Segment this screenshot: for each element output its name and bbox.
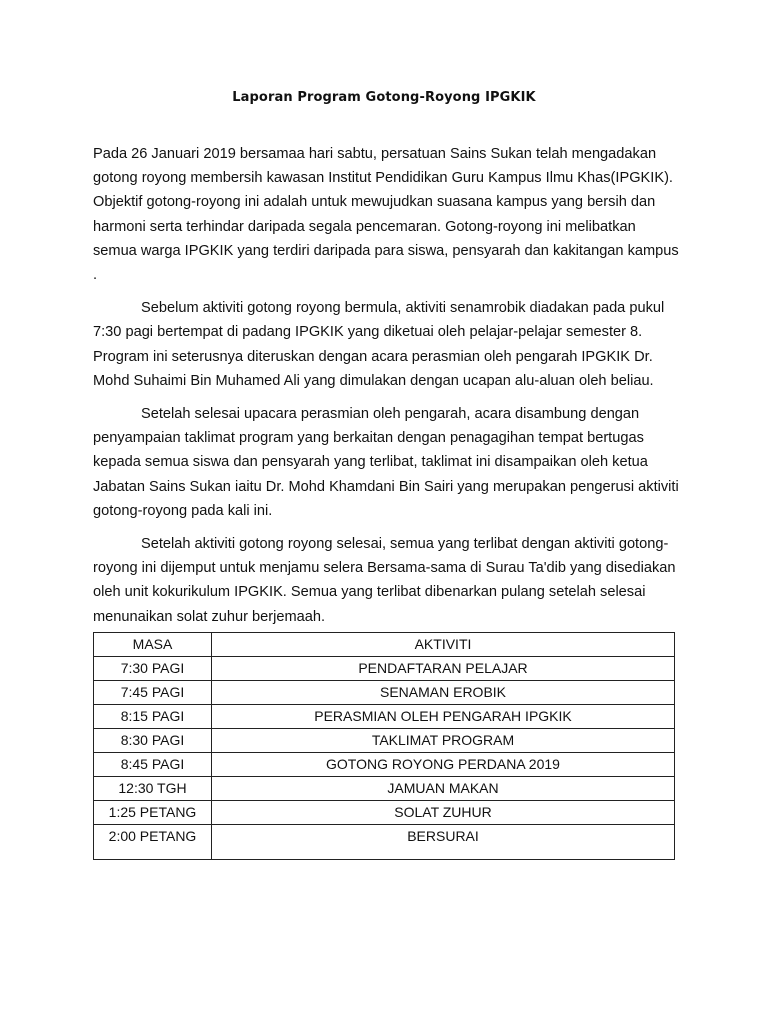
cell-activity: SOLAT ZUHUR — [212, 801, 675, 825]
cell-time: 1:25 PETANG — [94, 801, 212, 825]
schedule-table — [93, 632, 675, 860]
cell-activity: GOTONG ROYONG PERDANA 2019 — [212, 753, 675, 777]
cell-time: 7:45 PAGI — [94, 681, 212, 705]
header-aktiviti: AKTIVITI — [212, 633, 675, 657]
paragraph-briefing: Setelah selesai upacara perasmian oleh pengarah, acara disambung dengan penyampaian taklimat program yang berkaitan dengan penagagihan tempat bertugas kepada semua siswa dan pensyarah yang terlibat, taklimat ini disampaikan oleh ketua Jabatan Sains Sukan iaitu Dr. Mohd Khamdani Bin Sairi yang merupakan pengerusi aktiviti gotong-royong pada kali ini. — [93, 406, 679, 519]
cell-time: 8:30 PAGI — [94, 729, 212, 753]
document-title: Laporan Program Gotong-Royong IPGKIK — [232, 90, 536, 105]
paragraph-closing: Setelah aktiviti gotong royong selesai, semua yang terlibat dengan aktiviti gotong-royong ini dijemput untuk menjamu selera Bersama-sama di Surau Ta'dib yang disediakan oleh unit kokurikulum IPGKIK. Semua yang terlibat dibenarkan pulang setelah selesai menunaikan solat zuhur berjemaah. — [93, 536, 676, 625]
cell-time: 8:15 PAGI — [94, 705, 212, 729]
table-row — [94, 729, 675, 753]
table-row — [94, 705, 675, 729]
cell-activity: PENDAFTARAN PELAJAR — [212, 657, 675, 681]
cell-activity: BERSURAI — [212, 825, 675, 860]
cell-activity: TAKLIMAT PROGRAM — [212, 729, 675, 753]
header-masa: MASA — [94, 633, 212, 657]
paragraph-intro: Pada 26 Januari 2019 bersamaa hari sabtu, persatuan Sains Sukan telah mengadakan gotong royong membersih kawasan Institut Pendidikan Guru Kampus Ilmu Khas(IPGKIK). Objektif gotong-royong ini adalah untuk mewujudkan suasana kampus yang bersih dan harmoni serta terhindar daripada segala pencemaran. Gotong-royong ini melibatkan semua warga IPGKIK yang terdiri daripada para siswa, pensyarah dan kakitangan kampus . — [93, 146, 679, 284]
table-row — [94, 801, 675, 825]
table-row — [94, 777, 675, 801]
cell-time: 7:30 PAGI — [94, 657, 212, 681]
table-row — [94, 825, 675, 860]
cell-time: 12:30 TGH — [94, 777, 212, 801]
cell-time: 2:00 PETANG — [94, 825, 212, 860]
cell-activity: SENAMAN EROBIK — [212, 681, 675, 705]
cell-activity: JAMUAN MAKAN — [212, 777, 675, 801]
table-header-row — [94, 633, 675, 657]
paragraph-opening-activity: Sebelum aktiviti gotong royong bermula, aktiviti senamrobik diadakan pada pukul 7:30 pagi bertempat di padang IPGKIK yang diketuai oleh pelajar-pelajar semester 8. Program ini seterusnya diteruskan dengan acara perasmian oleh pengarah IPGKIK Dr. Mohd Suhaimi Bin Muhamed Ali yang dimulakan dengan ucapan alu-aluan oleh beliau. — [93, 300, 665, 389]
table-row — [94, 657, 675, 681]
table-row — [94, 681, 675, 705]
cell-time: 8:45 PAGI — [94, 753, 212, 777]
cell-activity: PERASMIAN OLEH PENGARAH IPGKIK — [212, 705, 675, 729]
table-row — [94, 753, 675, 777]
report-body — [93, 142, 683, 638]
